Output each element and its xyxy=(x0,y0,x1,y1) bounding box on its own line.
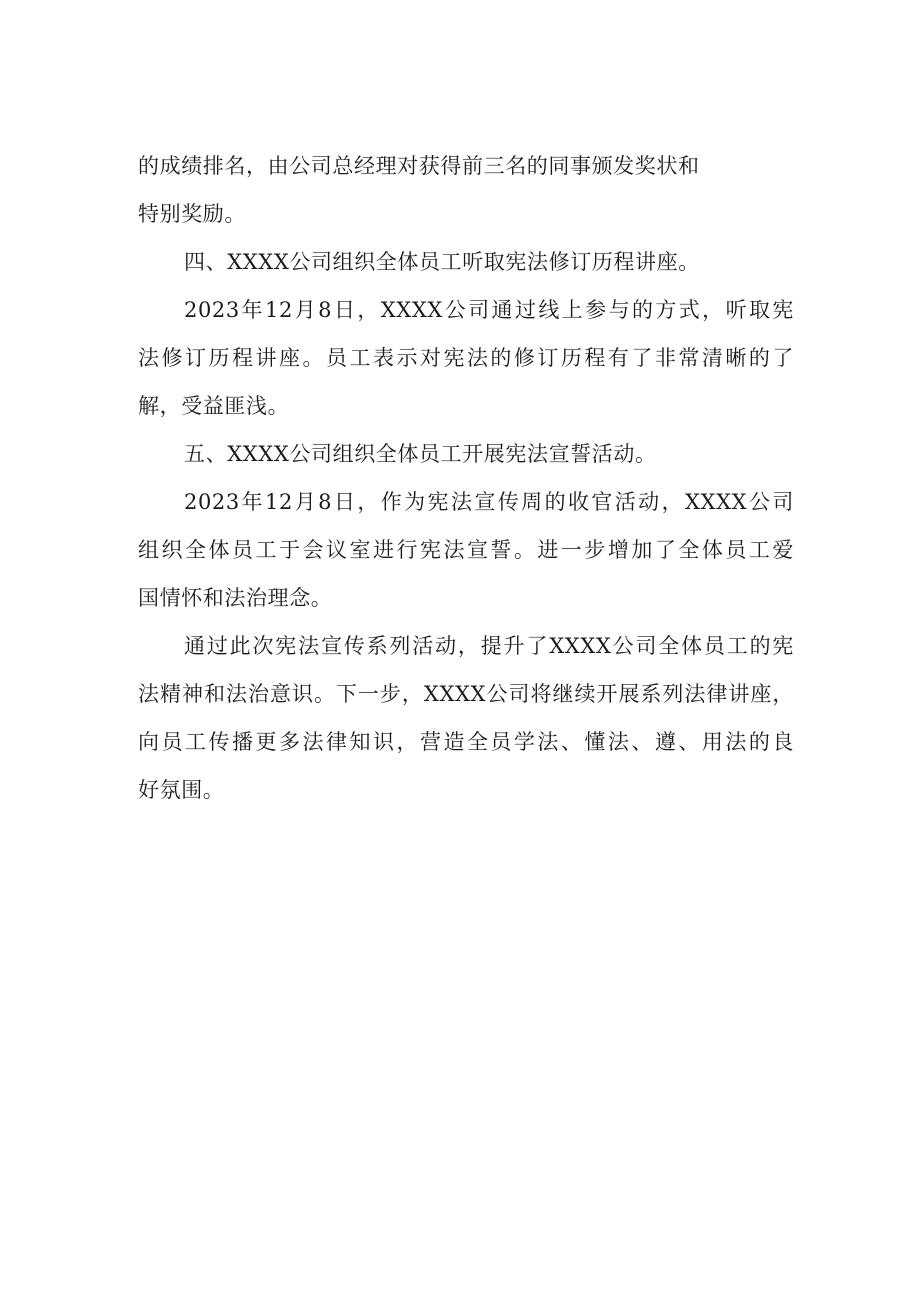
paragraph-line: 法精神和法治意识。下一步，XXXX公司将继续开展系列法律讲座， xyxy=(138,682,794,706)
paragraph-line: 法修订历程讲座。员工表示对宪法的修订历程有了非常清晰的了 xyxy=(138,346,794,370)
paragraph-line: 解，受益匪浅。 xyxy=(138,394,290,418)
document-body xyxy=(138,142,794,814)
paragraph-line: 向员工传播更多法律知识，营造全员学法、懂法、遵、用法的良 xyxy=(138,730,794,754)
section-heading-5: 五、XXXX公司组织全体员工开展宪法宣誓活动。 xyxy=(184,442,657,466)
paragraph-line: 的成绩排名，由公司总经理对获得前三名的同事颁发奖状和 xyxy=(138,154,700,178)
section-heading-4: 四、XXXX公司组织全体员工听取宪法修订历程讲座。 xyxy=(184,250,700,274)
paragraph-line: 国情怀和法治理念。 xyxy=(138,586,333,610)
paragraph-line: 2023年12月8日，XXXX公司通过线上参与的方式，听取宪 xyxy=(184,298,794,322)
paragraph-line: 好氛围。 xyxy=(138,778,225,802)
paragraph-line: 通过此次宪法宣传系列活动，提升了XXXX公司全体员工的宪 xyxy=(184,634,794,658)
paragraph-line: 2023年12月8日，作为宪法宣传周的收官活动，XXXX公司 xyxy=(184,490,794,514)
paragraph-line: 组织全体员工于会议室进行宪法宣誓。进一步增加了全体员工爱 xyxy=(138,538,794,562)
paragraph-line: 特别奖励。 xyxy=(138,202,246,226)
